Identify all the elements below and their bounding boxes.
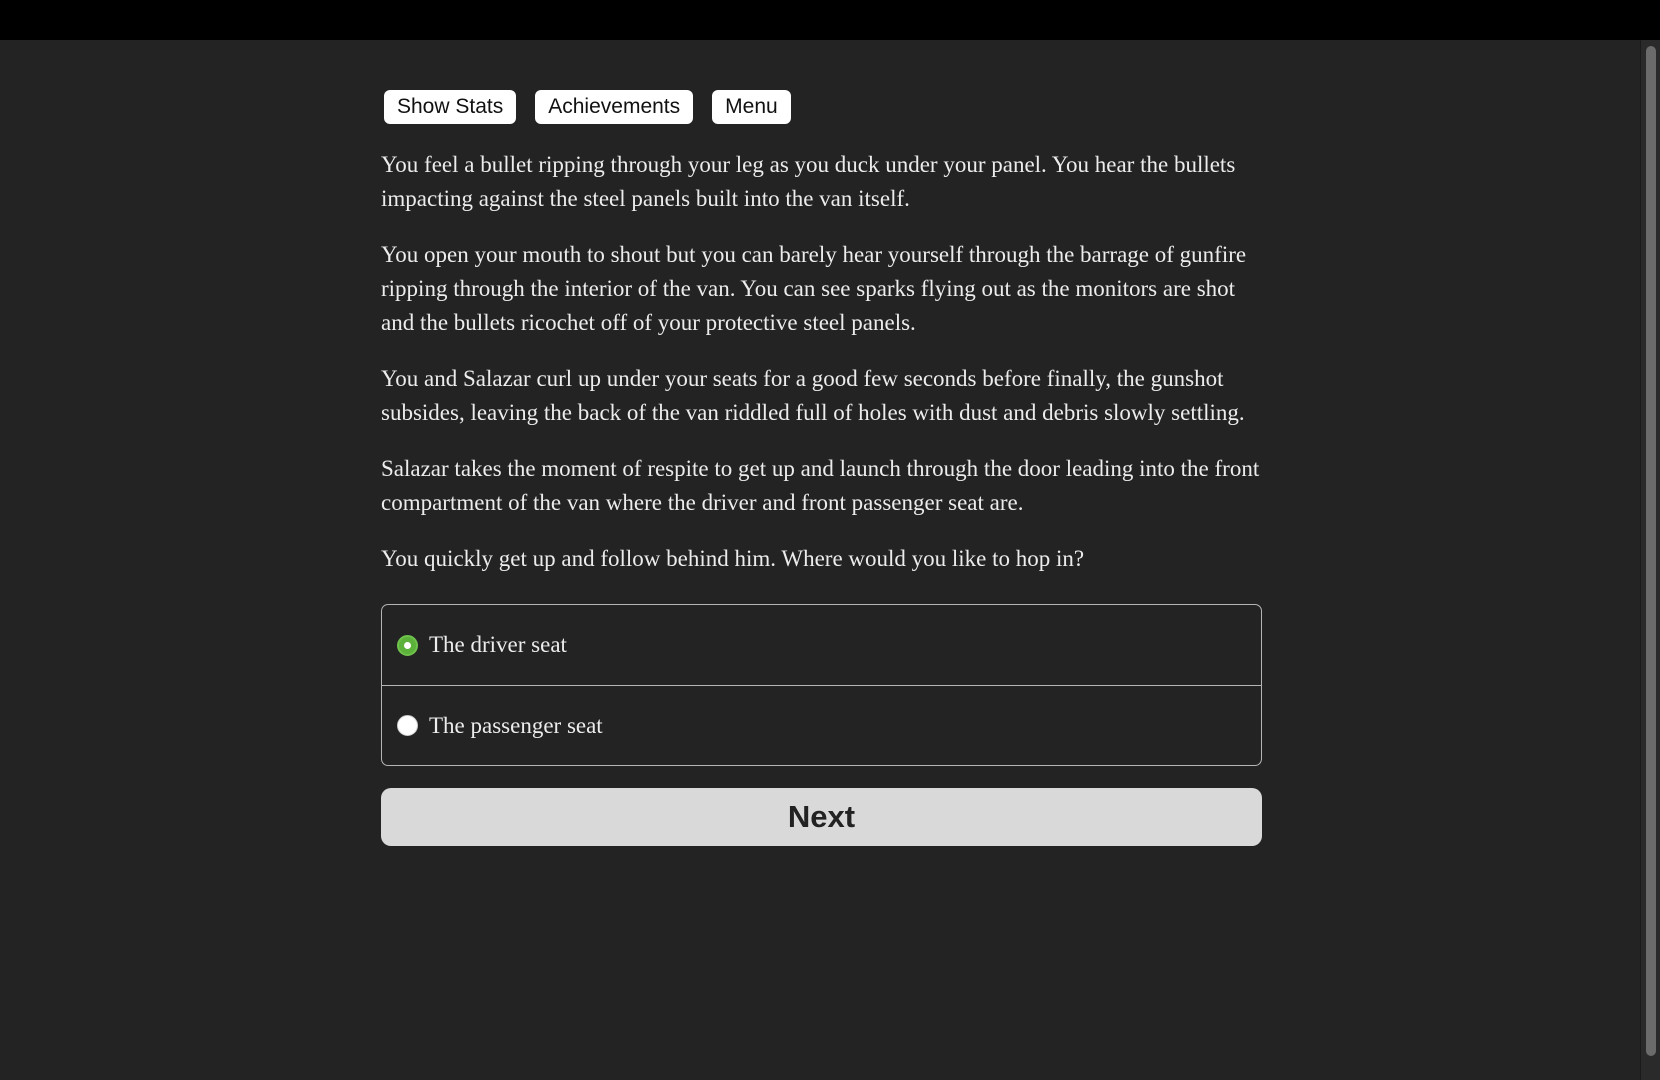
story-paragraph: You feel a bullet ripping through your leg as you duck under your panel. You hear the bullets impacting against the steel panels built into the van itself. [381, 152, 1236, 211]
achievements-button[interactable]: Achievements [535, 90, 693, 124]
scrollbar-thumb[interactable] [1646, 46, 1656, 1056]
story-text [381, 148, 1262, 576]
show-stats-button[interactable]: Show Stats [384, 90, 516, 124]
radio-selected-icon[interactable] [397, 635, 418, 656]
toolbar [381, 90, 1262, 124]
choice-driver-seat[interactable] [382, 605, 1261, 685]
story-paragraph: Salazar takes the moment of respite to get up and launch through the door leading into the front compartment of the van where the driver and front passenger seat are. [381, 456, 1260, 515]
story-paragraph: You and Salazar curl up under your seats for a good few seconds before finally, the gunshot subsides, leaving the back of the van riddled full of holes with dust and debris slowly settling. [381, 366, 1245, 425]
game-content [381, 90, 1262, 846]
story-paragraph: You open your mouth to shout but you can barely hear yourself through the barrage of gunfire ripping through the interior of the van. You can see sparks flying out as the monitors are shot and the bullets ricochet off of your protective steel panels. [381, 242, 1247, 335]
choice-passenger-seat[interactable] [382, 685, 1261, 765]
choice-label: The passenger seat [429, 712, 603, 738]
next-button[interactable]: Next [381, 788, 1262, 846]
menu-button[interactable]: Menu [712, 90, 791, 124]
window-top-bar [0, 0, 1660, 40]
scrollbar-track[interactable] [1640, 40, 1660, 1080]
radio-unselected-icon[interactable] [397, 715, 418, 736]
story-paragraph: You quickly get up and follow behind him. Where would you like to hop in? [381, 546, 1085, 571]
choice-label: The driver seat [429, 632, 567, 657]
choice-list [381, 604, 1262, 766]
